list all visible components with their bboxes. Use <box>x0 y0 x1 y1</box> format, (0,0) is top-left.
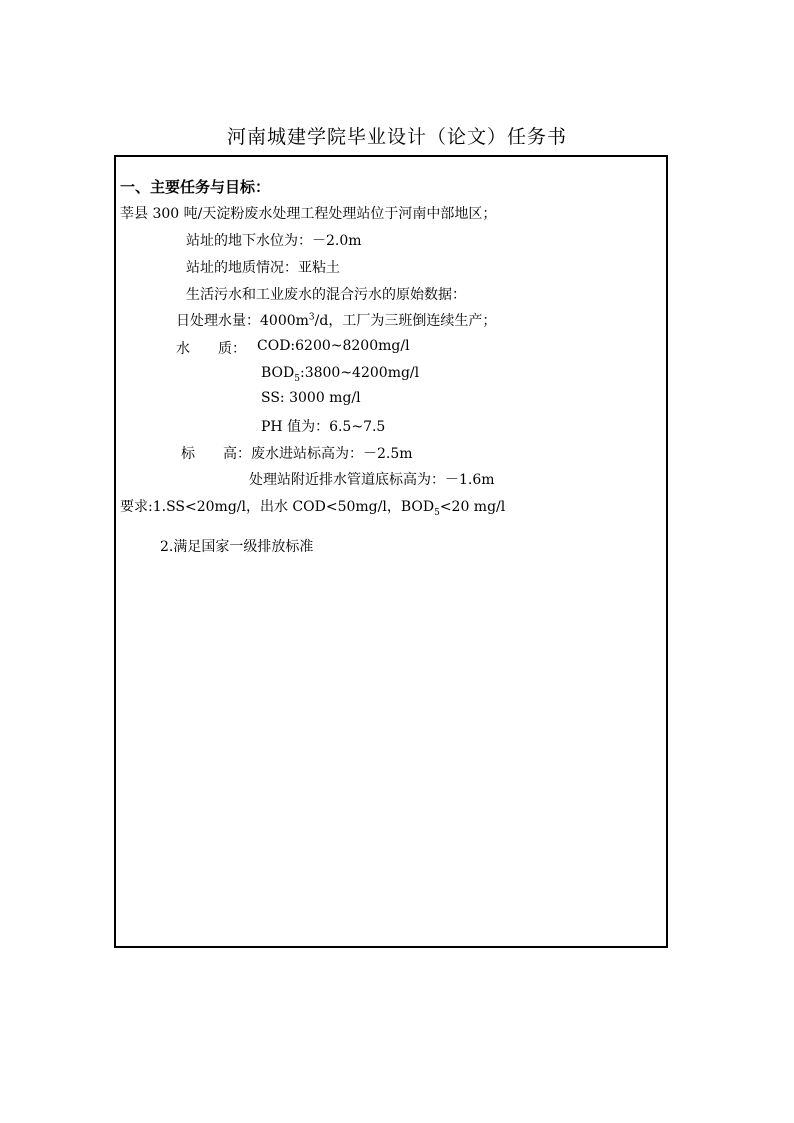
requirement-1-subscript: 5 <box>434 507 440 518</box>
requirement-2: 2.满足国家一级排放标准 <box>160 539 314 555</box>
daily-flow-suffix: /d，工厂为三班倒连续生产； <box>314 313 497 329</box>
daily-flow <box>176 310 496 330</box>
raw-water-intro: 生活污水和工业废水的混合污水的原始数据： <box>186 287 466 303</box>
cod-value: COD:6200~8200mg/l <box>257 338 410 354</box>
requirement-1-prefix: 要求:1.SS<20mg/l，出水 COD<50mg/l，BOD <box>120 499 435 515</box>
elevation-info: 标 高：废水进站标高为：－2.5m <box>181 446 413 462</box>
section-heading: 一、主要任务与目标： <box>120 178 271 196</box>
groundwater-level: 站址的地下水位为：－2.0m <box>186 233 362 249</box>
daily-flow-exponent: 3 <box>308 312 315 323</box>
document-title: 河南城建学院毕业设计（论文）任务书 <box>226 126 567 148</box>
requirement-1 <box>120 496 505 518</box>
bod-suffix: :3800~4200mg/l <box>299 365 420 381</box>
geology-info: 站址的地质情况：亚粘土 <box>186 260 340 276</box>
pipe-elevation: 处理站附近排水管道底标高为：－1.6m <box>249 472 495 488</box>
project-description: 莘县 300 吨/天淀粉废水处理工程处理站位于河南中部地区； <box>120 206 497 222</box>
daily-flow-prefix: 日处理水量：4000m <box>176 313 309 329</box>
bod-value <box>261 365 419 384</box>
ph-value: PH 值为：6.5~7.5 <box>261 419 386 435</box>
bod-subscript: 5 <box>294 373 300 384</box>
bod-prefix: BOD <box>261 365 295 381</box>
water-quality-label: 水 质： <box>176 341 246 357</box>
ss-value: SS: 3000 mg/l <box>261 390 361 406</box>
requirement-1-suffix: <20 mg/l <box>439 499 506 515</box>
